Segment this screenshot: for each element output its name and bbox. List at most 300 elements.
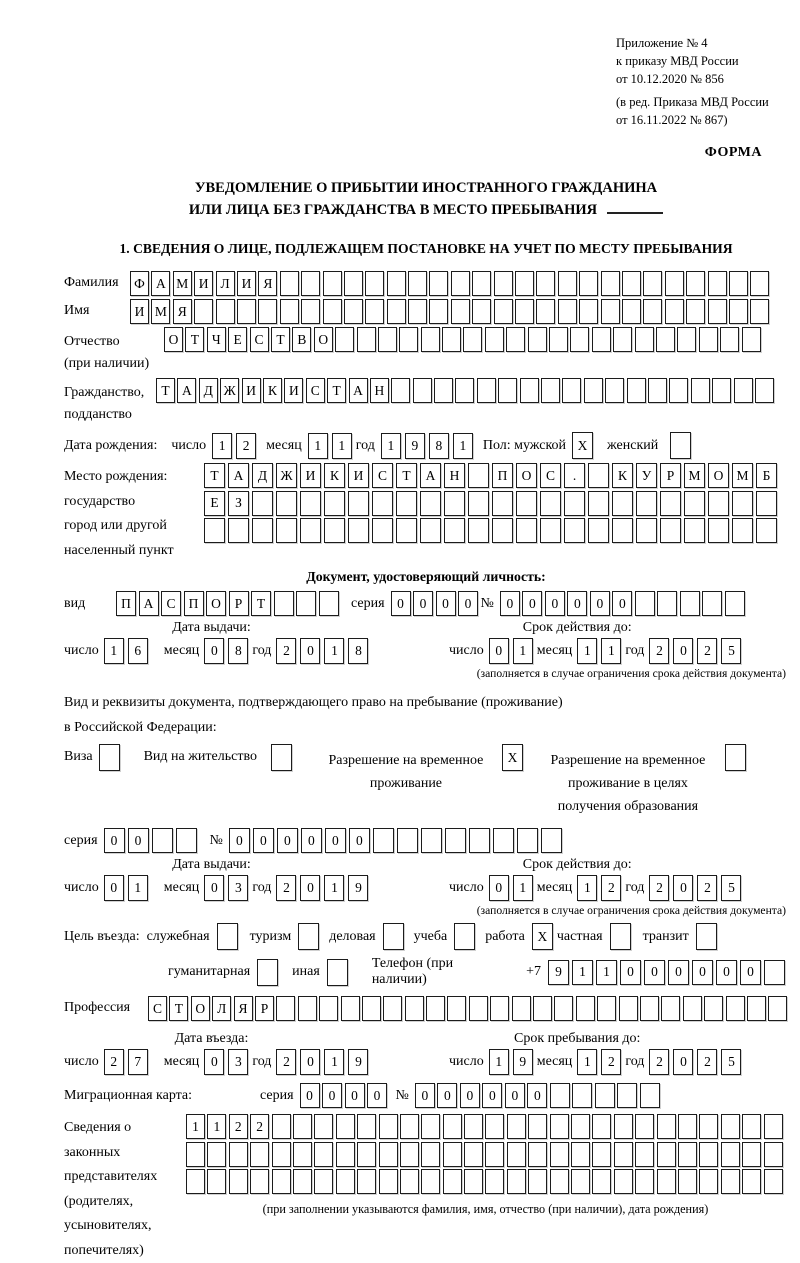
char-cell[interactable]: 0	[300, 638, 320, 664]
char-cell[interactable]	[319, 591, 339, 616]
char-cell[interactable]: 0	[500, 591, 520, 616]
char-cell[interactable]	[755, 378, 774, 403]
char-cell[interactable]: 0	[204, 638, 224, 664]
char-cell[interactable]	[408, 299, 427, 324]
char-cell[interactable]: С	[148, 996, 167, 1021]
char-cell[interactable]	[348, 518, 369, 543]
char-cell[interactable]: И	[242, 378, 261, 403]
char-cell[interactable]	[571, 1169, 590, 1194]
char-cell[interactable]: 0	[204, 875, 224, 901]
char-cell[interactable]: 0	[349, 828, 370, 853]
char-cell[interactable]: 0	[668, 960, 689, 985]
char-cell[interactable]	[176, 828, 197, 853]
char-cell[interactable]: О	[206, 591, 226, 616]
char-cell[interactable]: С	[306, 378, 325, 403]
char-cell[interactable]: 1	[453, 433, 473, 459]
char-cell[interactable]: 1	[577, 638, 597, 664]
char-cell[interactable]	[564, 518, 585, 543]
char-cell[interactable]: Т	[251, 591, 271, 616]
char-cell[interactable]	[276, 518, 297, 543]
char-cell[interactable]: А	[228, 463, 249, 488]
char-cell[interactable]: 0	[644, 960, 665, 985]
char-cell[interactable]	[319, 996, 338, 1021]
char-cell[interactable]: 2	[697, 875, 717, 901]
char-cell[interactable]	[656, 327, 675, 352]
char-cell[interactable]	[301, 299, 320, 324]
char-cell[interactable]	[643, 299, 662, 324]
char-cell[interactable]: М	[151, 299, 170, 324]
char-cell[interactable]	[657, 591, 677, 616]
char-cell[interactable]	[454, 923, 475, 950]
char-cell[interactable]: Я	[173, 299, 192, 324]
char-cell[interactable]	[678, 1169, 697, 1194]
char-cell[interactable]	[468, 491, 489, 516]
char-cell[interactable]: 0	[620, 960, 641, 985]
char-cell[interactable]	[442, 327, 461, 352]
char-cell[interactable]	[702, 591, 722, 616]
char-cell[interactable]	[708, 271, 727, 296]
char-cell[interactable]	[747, 996, 766, 1021]
char-cell[interactable]	[617, 1083, 637, 1108]
char-cell[interactable]: В	[292, 327, 311, 352]
char-cell[interactable]	[696, 923, 717, 950]
char-cell[interactable]: С	[372, 463, 393, 488]
char-cell[interactable]	[750, 271, 769, 296]
char-cell[interactable]: 9	[405, 433, 425, 459]
char-cell[interactable]	[444, 491, 465, 516]
char-cell[interactable]	[362, 996, 381, 1021]
char-cell[interactable]: И	[300, 463, 321, 488]
char-cell[interactable]: 1	[572, 960, 593, 985]
char-cell[interactable]: Н	[370, 378, 389, 403]
char-cell[interactable]	[721, 1169, 740, 1194]
char-cell[interactable]: 0	[345, 1083, 365, 1108]
char-cell[interactable]	[421, 828, 442, 853]
char-cell[interactable]	[250, 1169, 269, 1194]
char-cell[interactable]: Д	[199, 378, 218, 403]
char-cell[interactable]	[276, 996, 295, 1021]
char-cell[interactable]	[570, 327, 589, 352]
char-cell[interactable]	[640, 996, 659, 1021]
char-cell[interactable]: 0	[325, 828, 346, 853]
char-cell[interactable]	[612, 518, 633, 543]
char-cell[interactable]	[612, 491, 633, 516]
char-cell[interactable]: 1	[212, 433, 232, 459]
char-cell[interactable]	[619, 996, 638, 1021]
char-cell[interactable]	[660, 491, 681, 516]
char-cell[interactable]: Р	[229, 591, 249, 616]
char-cell[interactable]	[300, 518, 321, 543]
char-cell[interactable]	[588, 518, 609, 543]
char-cell[interactable]	[348, 491, 369, 516]
char-cell[interactable]	[485, 1114, 504, 1139]
char-cell[interactable]: 0	[436, 591, 456, 616]
char-cell[interactable]: 0	[545, 591, 565, 616]
char-cell[interactable]: 0	[391, 591, 411, 616]
char-cell[interactable]	[540, 518, 561, 543]
char-cell[interactable]	[669, 378, 688, 403]
char-cell[interactable]: 0	[460, 1083, 480, 1108]
char-cell[interactable]	[293, 1114, 312, 1139]
char-cell[interactable]	[601, 299, 620, 324]
char-cell[interactable]	[464, 1169, 483, 1194]
char-cell[interactable]	[372, 518, 393, 543]
char-cell[interactable]	[742, 327, 761, 352]
char-cell[interactable]	[588, 463, 609, 488]
char-cell[interactable]: 2	[276, 638, 296, 664]
char-cell[interactable]: К	[263, 378, 282, 403]
char-cell[interactable]: О	[191, 996, 210, 1021]
char-cell[interactable]	[344, 271, 363, 296]
char-cell[interactable]	[464, 1114, 483, 1139]
char-cell[interactable]	[635, 327, 654, 352]
char-cell[interactable]	[276, 491, 297, 516]
char-cell[interactable]	[684, 518, 705, 543]
char-cell[interactable]	[597, 996, 616, 1021]
char-cell[interactable]	[686, 271, 705, 296]
char-cell[interactable]	[372, 491, 393, 516]
char-cell[interactable]: 2	[601, 875, 621, 901]
char-cell[interactable]	[579, 271, 598, 296]
char-cell[interactable]: 1	[513, 638, 533, 664]
char-cell[interactable]	[680, 591, 700, 616]
char-cell[interactable]: 0	[104, 875, 124, 901]
char-cell[interactable]: Т	[156, 378, 175, 403]
char-cell[interactable]: Я	[258, 271, 277, 296]
char-cell[interactable]: С	[161, 591, 181, 616]
char-cell[interactable]	[640, 1083, 660, 1108]
char-cell[interactable]: 0	[301, 828, 322, 853]
char-cell[interactable]: 1	[186, 1114, 205, 1139]
char-cell[interactable]	[237, 299, 256, 324]
char-cell[interactable]: 1	[308, 433, 328, 459]
char-cell[interactable]: 1	[332, 433, 352, 459]
char-cell[interactable]: 0	[567, 591, 587, 616]
char-cell[interactable]: К	[324, 463, 345, 488]
char-cell[interactable]	[721, 1114, 740, 1139]
char-cell[interactable]	[324, 491, 345, 516]
char-cell[interactable]	[365, 271, 384, 296]
char-cell[interactable]	[280, 271, 299, 296]
char-cell[interactable]	[725, 744, 746, 771]
char-cell[interactable]: Т	[271, 327, 290, 352]
char-cell[interactable]	[357, 327, 376, 352]
char-cell[interactable]: 2	[697, 1049, 717, 1075]
char-cell[interactable]	[228, 518, 249, 543]
char-cell[interactable]: 2	[250, 1114, 269, 1139]
char-cell[interactable]: 1	[207, 1114, 226, 1139]
char-cell[interactable]	[396, 518, 417, 543]
char-cell[interactable]	[252, 491, 273, 516]
char-cell[interactable]	[485, 327, 504, 352]
char-cell[interactable]	[485, 1169, 504, 1194]
char-cell[interactable]	[550, 1114, 569, 1139]
char-cell[interactable]: X	[532, 923, 553, 950]
char-cell[interactable]: И	[348, 463, 369, 488]
char-cell[interactable]	[572, 1083, 592, 1108]
char-cell[interactable]	[665, 271, 684, 296]
char-cell[interactable]	[622, 271, 641, 296]
char-cell[interactable]	[408, 271, 427, 296]
char-cell[interactable]: 2	[649, 638, 669, 664]
char-cell[interactable]: 1	[381, 433, 401, 459]
char-cell[interactable]	[420, 491, 441, 516]
char-cell[interactable]	[204, 518, 225, 543]
char-cell[interactable]: 0	[128, 828, 149, 853]
char-cell[interactable]: 0	[300, 875, 320, 901]
char-cell[interactable]: 0	[489, 875, 509, 901]
char-cell[interactable]	[274, 591, 294, 616]
char-cell[interactable]	[515, 271, 534, 296]
char-cell[interactable]: Т	[327, 378, 346, 403]
char-cell[interactable]	[229, 1169, 248, 1194]
char-cell[interactable]	[494, 271, 513, 296]
char-cell[interactable]	[365, 299, 384, 324]
char-cell[interactable]	[579, 299, 598, 324]
char-cell[interactable]	[678, 1114, 697, 1139]
char-cell[interactable]	[323, 299, 342, 324]
char-cell[interactable]	[492, 518, 513, 543]
char-cell[interactable]: И	[237, 271, 256, 296]
char-cell[interactable]	[516, 518, 537, 543]
char-cell[interactable]: 0	[673, 875, 693, 901]
char-cell[interactable]	[426, 996, 445, 1021]
char-cell[interactable]	[300, 491, 321, 516]
char-cell[interactable]: 3	[228, 875, 248, 901]
char-cell[interactable]	[447, 996, 466, 1021]
char-cell[interactable]	[699, 1169, 718, 1194]
char-cell[interactable]	[614, 1114, 633, 1139]
char-cell[interactable]: Ч	[207, 327, 226, 352]
char-cell[interactable]	[468, 463, 489, 488]
char-cell[interactable]: 1	[324, 638, 344, 664]
char-cell[interactable]	[314, 1114, 333, 1139]
char-cell[interactable]	[729, 299, 748, 324]
char-cell[interactable]	[643, 271, 662, 296]
char-cell[interactable]	[379, 1114, 398, 1139]
char-cell[interactable]: А	[349, 378, 368, 403]
char-cell[interactable]	[720, 327, 739, 352]
char-cell[interactable]	[506, 327, 525, 352]
char-cell[interactable]: 0	[300, 1083, 320, 1108]
char-cell[interactable]: З	[228, 491, 249, 516]
char-cell[interactable]: Р	[255, 996, 274, 1021]
char-cell[interactable]	[472, 271, 491, 296]
char-cell[interactable]	[335, 327, 354, 352]
char-cell[interactable]: Л	[216, 271, 235, 296]
char-cell[interactable]: О	[708, 463, 729, 488]
char-cell[interactable]	[498, 378, 517, 403]
char-cell[interactable]	[742, 1114, 761, 1139]
char-cell[interactable]: 0	[522, 591, 542, 616]
char-cell[interactable]: П	[492, 463, 513, 488]
char-cell[interactable]: А	[420, 463, 441, 488]
char-cell[interactable]: М	[732, 463, 753, 488]
char-cell[interactable]: Ж	[220, 378, 239, 403]
char-cell[interactable]: Т	[185, 327, 204, 352]
char-cell[interactable]: О	[314, 327, 333, 352]
char-cell[interactable]: 0	[415, 1083, 435, 1108]
char-cell[interactable]	[677, 327, 696, 352]
char-cell[interactable]	[528, 1169, 547, 1194]
char-cell[interactable]	[536, 299, 555, 324]
char-cell[interactable]: 0	[229, 828, 250, 853]
char-cell[interactable]	[493, 828, 514, 853]
char-cell[interactable]	[512, 996, 531, 1021]
char-cell[interactable]: О	[516, 463, 537, 488]
char-cell[interactable]	[399, 327, 418, 352]
char-cell[interactable]	[601, 271, 620, 296]
char-cell[interactable]	[280, 299, 299, 324]
char-cell[interactable]: Е	[204, 491, 225, 516]
char-cell[interactable]: 8	[228, 638, 248, 664]
char-cell[interactable]	[541, 828, 562, 853]
char-cell[interactable]	[550, 1083, 570, 1108]
char-cell[interactable]	[549, 327, 568, 352]
char-cell[interactable]	[732, 491, 753, 516]
char-cell[interactable]: .	[564, 463, 585, 488]
char-cell[interactable]	[670, 432, 691, 459]
char-cell[interactable]: 9	[348, 875, 368, 901]
char-cell[interactable]: 1	[128, 875, 148, 901]
char-cell[interactable]	[708, 299, 727, 324]
char-cell[interactable]: 5	[721, 875, 741, 901]
char-cell[interactable]: 8	[429, 433, 449, 459]
char-cell[interactable]	[635, 591, 655, 616]
char-cell[interactable]: 0	[413, 591, 433, 616]
char-cell[interactable]	[296, 591, 316, 616]
char-cell[interactable]	[444, 518, 465, 543]
char-cell[interactable]: 0	[322, 1083, 342, 1108]
char-cell[interactable]	[357, 1169, 376, 1194]
char-cell[interactable]: 1	[577, 875, 597, 901]
char-cell[interactable]: Е	[228, 327, 247, 352]
char-cell[interactable]	[595, 1083, 615, 1108]
char-cell[interactable]	[562, 378, 581, 403]
char-cell[interactable]	[742, 1169, 761, 1194]
char-cell[interactable]: 0	[527, 1083, 547, 1108]
char-cell[interactable]	[541, 378, 560, 403]
char-cell[interactable]: 9	[513, 1049, 533, 1075]
char-cell[interactable]	[756, 491, 777, 516]
char-cell[interactable]	[298, 923, 319, 950]
char-cell[interactable]: 1	[577, 1049, 597, 1075]
char-cell[interactable]: 1	[489, 1049, 509, 1075]
char-cell[interactable]: Ж	[276, 463, 297, 488]
char-cell[interactable]	[704, 996, 723, 1021]
char-cell[interactable]	[554, 996, 573, 1021]
char-cell[interactable]	[657, 1114, 676, 1139]
char-cell[interactable]	[492, 491, 513, 516]
char-cell[interactable]	[725, 591, 745, 616]
char-cell[interactable]: 0	[489, 638, 509, 664]
char-cell[interactable]	[622, 299, 641, 324]
char-cell[interactable]: 5	[721, 1049, 741, 1075]
char-cell[interactable]	[396, 491, 417, 516]
char-cell[interactable]	[564, 491, 585, 516]
char-cell[interactable]	[592, 327, 611, 352]
char-cell[interactable]	[257, 959, 278, 986]
char-cell[interactable]: 0	[673, 1049, 693, 1075]
char-cell[interactable]	[592, 1169, 611, 1194]
char-cell[interactable]: 0	[673, 638, 693, 664]
char-cell[interactable]: 0	[458, 591, 478, 616]
char-cell[interactable]: 2	[649, 1049, 669, 1075]
char-cell[interactable]	[383, 996, 402, 1021]
char-cell[interactable]: 7	[128, 1049, 148, 1075]
char-cell[interactable]	[588, 491, 609, 516]
char-cell[interactable]	[729, 271, 748, 296]
char-cell[interactable]: 0	[253, 828, 274, 853]
char-cell[interactable]	[99, 744, 120, 771]
char-cell[interactable]: 1	[324, 1049, 344, 1075]
char-cell[interactable]	[768, 996, 787, 1021]
char-cell[interactable]: 1	[601, 638, 621, 664]
char-cell[interactable]	[413, 378, 432, 403]
char-cell[interactable]	[258, 299, 277, 324]
char-cell[interactable]	[421, 327, 440, 352]
char-cell[interactable]: И	[194, 271, 213, 296]
char-cell[interactable]	[421, 1114, 440, 1139]
char-cell[interactable]	[636, 491, 657, 516]
char-cell[interactable]: Т	[204, 463, 225, 488]
char-cell[interactable]	[684, 491, 705, 516]
char-cell[interactable]: 0	[590, 591, 610, 616]
char-cell[interactable]	[614, 1169, 633, 1194]
char-cell[interactable]	[528, 1114, 547, 1139]
char-cell[interactable]	[469, 996, 488, 1021]
char-cell[interactable]	[272, 1169, 291, 1194]
char-cell[interactable]: П	[116, 591, 136, 616]
char-cell[interactable]: О	[164, 327, 183, 352]
char-cell[interactable]	[357, 1114, 376, 1139]
char-cell[interactable]	[520, 378, 539, 403]
char-cell[interactable]	[699, 1114, 718, 1139]
char-cell[interactable]	[732, 518, 753, 543]
char-cell[interactable]	[528, 327, 547, 352]
char-cell[interactable]	[341, 996, 360, 1021]
char-cell[interactable]	[533, 996, 552, 1021]
char-cell[interactable]: 0	[692, 960, 713, 985]
char-cell[interactable]: 9	[548, 960, 569, 985]
char-cell[interactable]	[665, 299, 684, 324]
char-cell[interactable]: М	[684, 463, 705, 488]
char-cell[interactable]	[327, 959, 348, 986]
char-cell[interactable]	[324, 518, 345, 543]
char-cell[interactable]	[434, 378, 453, 403]
char-cell[interactable]: 0	[277, 828, 298, 853]
char-cell[interactable]: Я	[234, 996, 253, 1021]
char-cell[interactable]	[463, 327, 482, 352]
char-cell[interactable]	[400, 1169, 419, 1194]
char-cell[interactable]: 0	[104, 828, 125, 853]
char-cell[interactable]	[336, 1169, 355, 1194]
char-cell[interactable]	[271, 744, 292, 771]
char-cell[interactable]: А	[177, 378, 196, 403]
char-cell[interactable]: Р	[660, 463, 681, 488]
char-cell[interactable]: 2	[601, 1049, 621, 1075]
char-cell[interactable]: 9	[348, 1049, 368, 1075]
char-cell[interactable]	[712, 378, 731, 403]
char-cell[interactable]: Д	[252, 463, 273, 488]
char-cell[interactable]	[699, 327, 718, 352]
char-cell[interactable]	[252, 518, 273, 543]
char-cell[interactable]	[515, 299, 534, 324]
char-cell[interactable]	[756, 518, 777, 543]
char-cell[interactable]: У	[636, 463, 657, 488]
char-cell[interactable]	[627, 378, 646, 403]
char-cell[interactable]	[571, 1114, 590, 1139]
